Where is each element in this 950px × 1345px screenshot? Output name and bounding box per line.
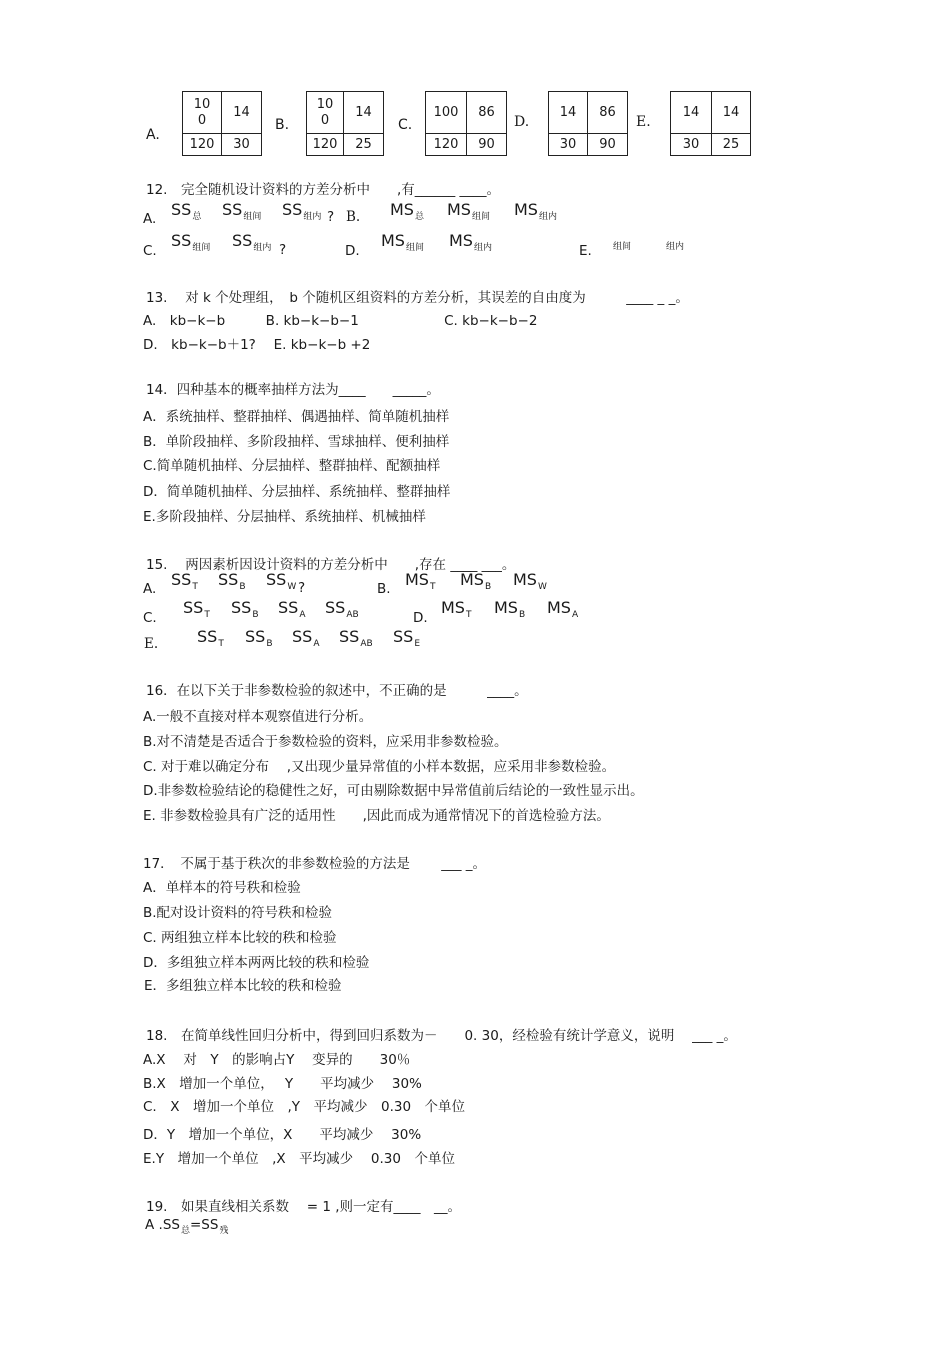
q12-b-ms-total: $MS_总$	[390, 200, 424, 222]
q11-e-cell-3: 30	[671, 134, 712, 156]
q12-a-ss-within: $SS_{组内}$	[282, 200, 322, 222]
q16-option-d: D.非参数检验结论的稳健性之好，可由剔除数据中异常值前后结论的一致性显示出。	[143, 783, 644, 799]
q17-option-a: A．单样本的符号秩和检验	[143, 880, 301, 896]
q12-b-ms-between: $MS_{组间}$	[447, 200, 490, 222]
q14-option-e: E.多阶段抽样、分层抽样、系统抽样、机械抽样	[143, 509, 426, 525]
q15-e-ss-ab: $SS_{AB}$	[339, 627, 373, 649]
q11-c-cell-2: 86	[467, 92, 507, 134]
q11-option-b-table	[306, 91, 384, 156]
q18-stem: 18. 在简单线性回归分析中，得到回归系数为－ 0. 30，经检验有统计学意义，说明 ___ _。	[146, 1028, 737, 1044]
q12-b-ms-within: $MS_{组内}$	[514, 200, 557, 222]
q15-b-ms-t: $MS_T$	[405, 570, 436, 592]
q12-e-within: 组内	[666, 242, 685, 252]
q18-option-a: A.X 对 Y 的影响占Y 变异的 30％	[143, 1052, 411, 1068]
q11-c-cell-4: 90	[467, 134, 507, 156]
q15-e-ss-t: $SS_T$	[197, 627, 224, 649]
q15-a-ss-w: $SS_W$	[266, 570, 297, 592]
q11-c-cell-1: 100	[426, 92, 467, 134]
q11-a-cell-4: 30	[222, 134, 262, 156]
q12-e-between: 组间	[613, 242, 632, 252]
q13-options-line-2: D. kb−k−b＋1? E. kb−k−b +2	[143, 337, 371, 353]
q11-option-d-letter: D.	[514, 114, 530, 130]
q11-e-cell-1: 14	[671, 92, 712, 134]
q12-c-ss-between: $SS_{组间}$	[171, 231, 211, 253]
q11-a-cell-3: 120	[183, 134, 222, 156]
q14-option-c: C.简单随机抽样、分层抽样、整群抽样、配额抽样	[143, 458, 441, 474]
q11-b-cell-3: 120	[307, 134, 344, 156]
q14-option-b: B．单阶段抽样、多阶段抽样、雪球抽样、便利抽样	[143, 434, 450, 450]
q12-c-ss-within: $SS_{组内}$	[232, 231, 272, 253]
q18-option-e: E.Y 增加一个单位 ,X 平均减少 0.30 个单位	[143, 1151, 455, 1167]
q15-b-ms-w: $MS_W$	[513, 570, 547, 592]
q12-b-letter: B.	[346, 209, 361, 225]
q15-a-symbol: ?	[298, 580, 306, 596]
q11-option-b-letter: B.	[275, 117, 290, 133]
q12-c-letter: C.	[143, 243, 157, 259]
q11-d-cell-3: 30	[549, 134, 588, 156]
q16-option-b: B.对不清楚是否适合于参数检验的资料，应采用非参数检验。	[143, 734, 508, 750]
q14-option-a: A．系统抽样、整群抽样、偶遇抽样、简单随机抽样	[143, 409, 450, 425]
q15-c-ss-b: $SS_B$	[231, 598, 259, 620]
q16-option-c: C. 对于难以确定分布 ,又出现少量异常值的小样本数据，应采用非参数检验。	[143, 759, 616, 775]
q14-stem: 14．四种基本的概率抽样方法为____ _____。	[146, 382, 440, 398]
q11-b-cell-4: 25	[344, 134, 384, 156]
q11-option-a-letter: A.	[146, 127, 160, 143]
q11-b-cell-1: 10 0	[307, 92, 344, 134]
q11-d-cell-1: 14	[549, 92, 588, 134]
q11-d-cell-2: 86	[588, 92, 628, 134]
q15-a-letter: A.	[143, 581, 157, 597]
q15-b-ms-b: $MS_B$	[460, 570, 492, 592]
q19-stem: 19. 如果直线相关系数 = 1 ,则一定有____ __。	[146, 1199, 462, 1215]
q15-e-letter: E.	[144, 636, 159, 652]
q18-option-c: C. X 增加一个单位 ,Y 平均减少 0.30 个单位	[143, 1099, 466, 1115]
q11-option-e-table	[670, 91, 751, 156]
q15-c-ss-t: $SS_T$	[183, 598, 210, 620]
q12-stem: 12. 完全随机设计资料的方差分析中 ,有______ ____。	[146, 182, 501, 198]
q15-d-ms-b: $MS_B$	[494, 598, 526, 620]
q17-option-d: D．多组独立样本两两比较的秩和检验	[143, 955, 370, 971]
q17-stem: 17． 不属于基于秩次的非参数检验的方法是 ___ _。	[143, 856, 487, 872]
q11-e-cell-4: 25	[712, 134, 751, 156]
q18-option-d: D．Y 增加一个单位，X 平均减少 30%	[143, 1127, 422, 1143]
q11-b-cell-2: 14	[344, 92, 384, 134]
q15-d-ms-a: $MS_A$	[547, 598, 579, 620]
q15-c-ss-a: $SS_A$	[278, 598, 306, 620]
q12-a-letter: A.	[143, 211, 157, 227]
q15-e-ss-a: $SS_A$	[292, 627, 320, 649]
q16-option-e: E. 非参数检验具有广泛的适用性 ,因此而成为通常情况下的首选检验方法。	[143, 808, 610, 824]
q11-option-d-table	[548, 91, 628, 156]
q15-a-ss-b: $SS_B$	[218, 570, 246, 592]
q11-d-cell-4: 90	[588, 134, 628, 156]
q15-c-letter: C.	[143, 610, 157, 626]
q13-options-line-1: A. kb−k−b B. kb−k−b−1 C. kb−k−b−2	[143, 313, 538, 329]
q11-option-e-letter: E.	[636, 114, 651, 130]
q17-option-e: E．多组独立样本比较的秩和检验	[144, 978, 342, 994]
q15-b-letter: B.	[377, 581, 391, 597]
q11-e-cell-2: 14	[712, 92, 751, 134]
q17-option-b: B.配对设计资料的符号秩和检验	[143, 905, 333, 921]
q11-option-c-table	[425, 91, 507, 156]
q15-e-ss-e: $SS_E$	[393, 627, 420, 649]
q16-option-a: A.一般不直接对样本观察值进行分析。	[143, 709, 373, 725]
q14-option-d: D．简单随机抽样、分层抽样、系统抽样、整群抽样	[143, 484, 451, 500]
q15-d-letter: D.	[413, 610, 428, 626]
q18-option-b: B.X 增加一个单位， Y 平均减少 30%	[143, 1076, 422, 1092]
q12-a-symbol: ?	[327, 209, 335, 225]
q12-c-symbol: ?	[279, 242, 287, 258]
q11-option-c-letter: C.	[398, 117, 413, 133]
q11-a-cell-2: 14	[222, 92, 262, 134]
q15-d-ms-t: $MS_T$	[441, 598, 472, 620]
q13-stem: 13. 对 k 个处理组， b 个随机区组资料的方差分析，其误差的自由度为 ____ _ _。	[146, 290, 689, 306]
q17-option-c: C. 两组独立样本比较的秩和检验	[143, 930, 337, 946]
q15-c-ss-ab: $SS_{AB}$	[325, 598, 359, 620]
q19-option-a: A $.SS_总=SS_残$	[145, 1217, 229, 1236]
q12-d-ms-within: $MS_{组内}$	[449, 231, 492, 253]
q15-stem: 15. 两因素析因设计资料的方差分析中 ,存在 ____ ___。	[146, 557, 516, 573]
q12-d-ms-between: $MS_{组间}$	[381, 231, 424, 253]
q12-e-letter: E.	[579, 243, 592, 259]
q11-c-cell-3: 120	[426, 134, 467, 156]
q12-a-ss-total: $SS_总$	[171, 200, 202, 222]
q15-a-ss-t: $SS_T$	[171, 570, 198, 592]
q16-stem: 16．在以下关于非参数检验的叙述中，不正确的是 ____。	[146, 683, 528, 699]
q12-a-ss-between: $SS_{组间}$	[222, 200, 262, 222]
q11-a-cell-1: 10 0	[183, 92, 222, 134]
q15-e-ss-b: $SS_B$	[245, 627, 273, 649]
q12-d-letter: D.	[345, 243, 360, 259]
q11-option-a-table	[182, 91, 262, 156]
